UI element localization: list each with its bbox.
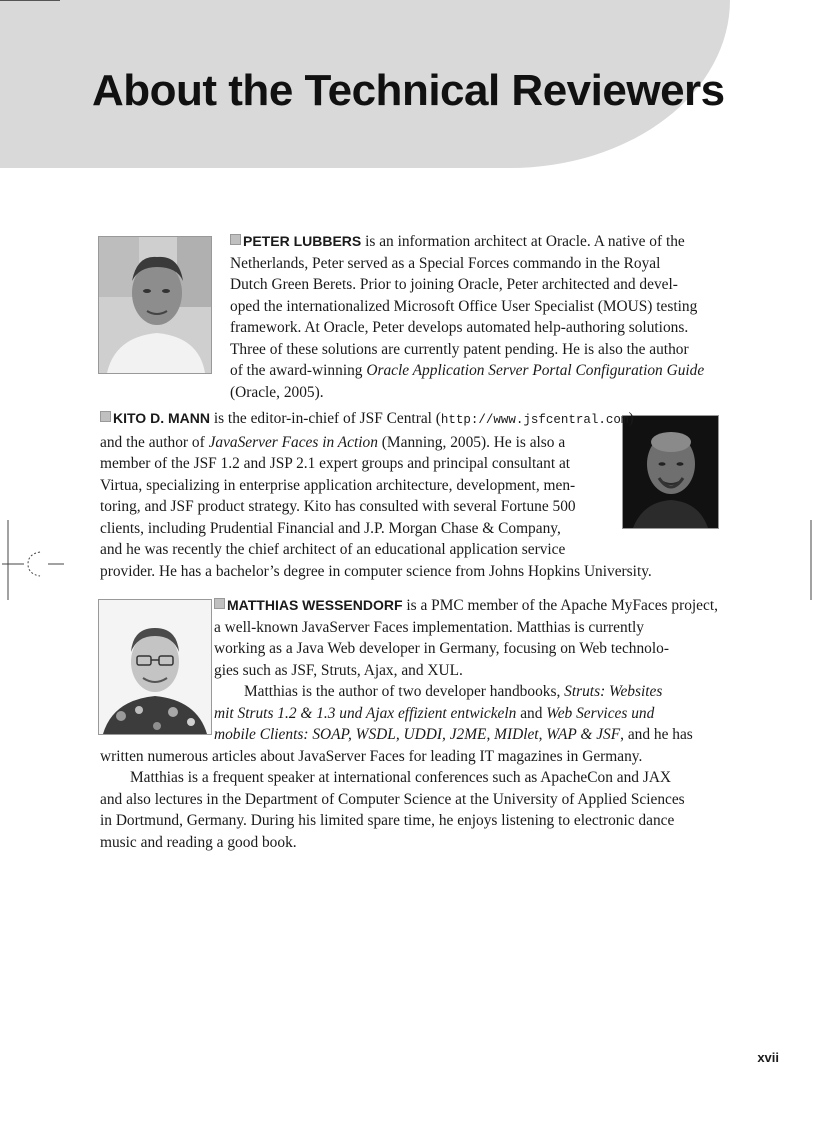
bullet-square-icon [214, 598, 225, 609]
matthias-wessendorf-bio: MATTHIAS WESSENDORF is a PMC member of the Apache MyFaces project, a well-known JavaServer Faces implementation. Matthias is currently working as a Java Web developer in Germany, focusing on Web technolo- gies such as JSF, Struts, Ajax, and XUL. Matthias is the author of two developer handbooks, Struts: Websites mit Struts 1.2 & 1.3 und Ajax effizient entwickeln and Web Services und mobile Clients: SOAP, WSDL, UDDI, J2ME, MIDlet, WAP & JSF, and he has written numerous articles about JavaServer Faces for leading IT magazines in Germany. Matthias is a frequent speaker at international conferences such as ApacheCon and JAX and also lectures in the Department of Computer Science at the University of Applied Sciences in Dortmund, Germany. During his limited spare time, he enjoys listening to electronic dance music and reading a good book. [100, 597, 718, 851]
page-title: About the Technical Reviewers [92, 66, 725, 115]
portrait-illustration [99, 237, 211, 373]
peter-lubbers-photo [98, 236, 212, 374]
top-rule [0, 0, 60, 1]
bullet-square-icon [100, 411, 111, 422]
website-url: http://www.jsfcentral.com [440, 413, 629, 427]
crop-mark-left [0, 520, 70, 600]
page-number: xvii [757, 1050, 779, 1065]
reviewer-name: MATTHIAS WESSENDORF [227, 597, 403, 613]
crop-mark-right [806, 520, 816, 600]
peter-lubbers-bio: PETER LUBBERS is an information architect at Oracle. A native of the Netherlands, Peter served as a Special Forces commando in the Royal Dutch Green Berets. Prior to joining Oracle, Peter architected and devel- oped the internationalized Microsoft Office User Specialist (MOUS) testing framework. At Oracle, Peter develops automated help-authoring solutions. Three of these solutions are currently patent pending. He is also the author of the award-winning Oracle Application Server Portal Configuration Guide (Oracle, 2005). [230, 233, 705, 401]
kito-mann-bio: KITO D. MANN is the editor-in-chief of JSF Central (http://www.jsfcentral.com) and the author of JavaServer Faces in Action (Manning, 2005). He is also a member of the JSF 1.2 and JSP 2.1 expert groups and principal consultant at Virtua, specializing in enterprise application architecture, development, men- toring, and JSF product strategy. Kito has consulted with several Fortune 500 clients, including Prudential Financial and J.P. Morgan Chase & Company, and he was recently the chief architect of an educational application service provider. He has a bachelor’s degree in computer science from Johns Hopkins University. [100, 410, 652, 580]
bullet-square-icon [230, 234, 241, 245]
reviewer-name: PETER LUBBERS [243, 233, 362, 249]
reviewer-name: KITO D. MANN [113, 410, 210, 426]
